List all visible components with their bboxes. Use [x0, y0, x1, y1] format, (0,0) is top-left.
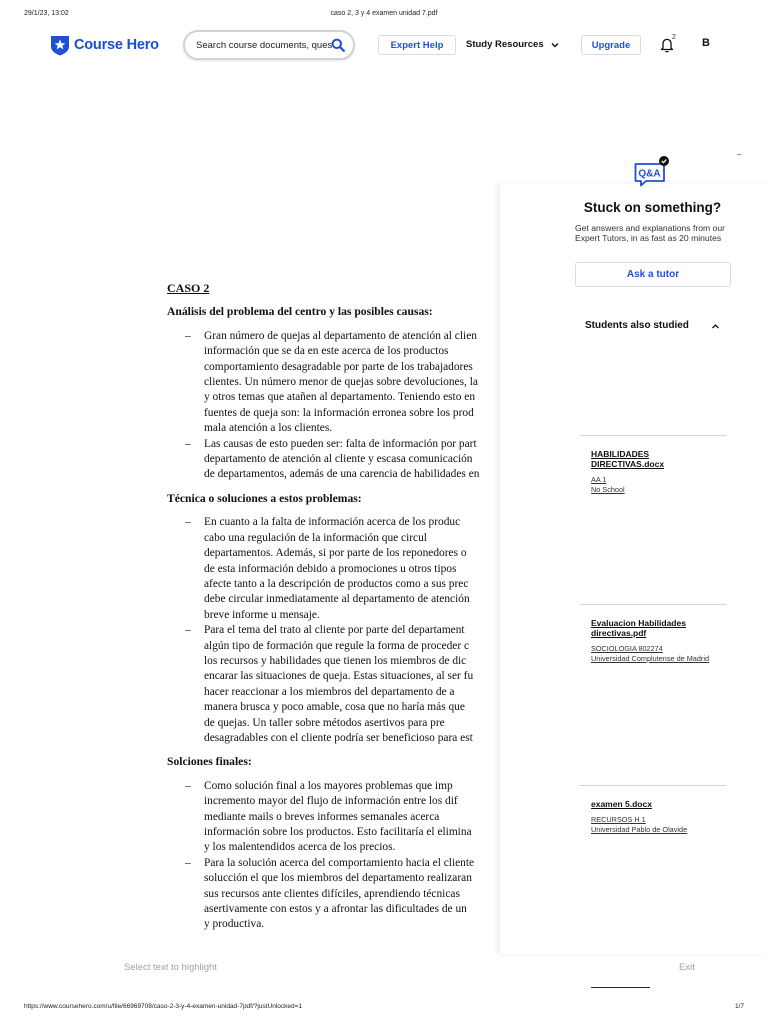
top-navigation-bar: [0, 28, 768, 64]
text-line: y otros temas que atañen al departamento. Teniendo esto en: [204, 391, 476, 404]
text-line: afecte tanto a la descripción de productos como a sus prec: [204, 577, 469, 590]
text-line: de quejas. Un taller sobre métodos asertivos para pre: [204, 716, 445, 729]
qa-label: Q&A: [638, 168, 661, 180]
text-line: solucción el que los miembros del departamento realizaran: [204, 872, 472, 885]
related-doc-school[interactable]: Universidad Pablo de Olavide: [591, 824, 688, 834]
text-line: encarar las situaciones de queja. Estas situaciones, al ser fu: [204, 670, 474, 683]
related-doc-title[interactable]: examen 5.docx: [591, 799, 652, 809]
related-doc-course[interactable]: AA 1: [591, 475, 607, 484]
text-line: – Las causas de esto pueden ser: falta de información por part: [204, 437, 477, 450]
related-doc-course[interactable]: SOCIOLOGIA 802274: [591, 644, 663, 653]
related-doc-school[interactable]: Universidad Complutense de Madrid: [591, 653, 710, 663]
study-side-panel: [500, 184, 768, 954]
related-doc-card[interactable]: [579, 435, 726, 494]
study-resources-label: Study Resources: [466, 39, 544, 50]
text-line: de departamentos, además de una carencia de habilidades en: [204, 468, 480, 481]
list-item: [185, 515, 500, 623]
related-doc-title[interactable]: Evaluacion Habilidades directivas.pdf: [591, 618, 686, 638]
expert-help-button[interactable]: Expert Help: [378, 35, 456, 55]
upgrade-button[interactable]: Upgrade: [581, 35, 641, 55]
search-box[interactable]: [183, 30, 355, 60]
text-line: departamentos. Además, si por parte de los reponedores o: [204, 547, 467, 560]
select-text-hint: Select text to highlight: [124, 962, 217, 973]
text-line: comportamiento desagradable por parte de los trabajadores: [204, 360, 473, 373]
related-doc-card[interactable]: [579, 604, 726, 663]
text-line: y los malentendidos acerca de los precios.: [204, 841, 396, 854]
case-title: CASO 2: [167, 281, 210, 295]
shield-star-icon: [50, 34, 70, 56]
related-doc-card[interactable]: [579, 785, 726, 834]
divider: [591, 987, 650, 988]
list-item: [185, 437, 500, 483]
list-item: [185, 779, 500, 856]
text-line: algún tipo de formación que regule la forma de proceder c: [204, 639, 470, 652]
related-doc-course[interactable]: RECURSOS H 1: [591, 815, 646, 824]
text-line: los recursos y habilidades que tienen los miembros de dic: [204, 654, 467, 667]
text-line: manera brusca y poco amable, cosa que no haría más que: [204, 701, 465, 714]
logo-text: Course Hero: [74, 37, 159, 53]
text-line: debe circular inmediatamente al departamento de atención: [204, 593, 470, 606]
print-url: https://www.coursehero.com/u/file/66969708/caso-2-3-y-4-examen-unidad-7pdf/?justUnlocked=1: [24, 1003, 303, 1010]
list-item: [185, 856, 500, 933]
related-doc-school[interactable]: No School: [591, 484, 625, 494]
stuck-title: Stuck on something?: [583, 200, 722, 215]
exit-button[interactable]: Exit: [679, 962, 695, 973]
print-date: 29/1/23, 13:02: [24, 10, 69, 17]
print-doc-title: caso 2, 3 y 4 examen unidad 7.pdf: [330, 10, 438, 17]
text-line: de esta información debido a promociones u otros tipos: [204, 562, 457, 575]
study-resources-menu[interactable]: [466, 39, 559, 50]
text-line: cabo una regulación de la información que circul: [204, 531, 427, 544]
text-line: – Para la solución acerca del comportamiento hacia el cliente: [204, 856, 475, 869]
search-input[interactable]: [196, 38, 332, 52]
list-item: [185, 329, 500, 437]
minimize-panel-button[interactable]: –: [737, 150, 742, 159]
print-page-number: 1/7: [734, 1003, 744, 1010]
text-line: mediante mails o breves informes semanales acerca: [204, 810, 440, 823]
text-line: – Para el tema del trato al cliente por parte del departament: [204, 624, 465, 637]
chevron-down-icon: [551, 41, 559, 49]
text-line: clientes. Un número menor de quejas sobre devoluciones, la: [204, 376, 478, 389]
text-line: – Gran número de quejas al departamento de atención al clien: [204, 329, 477, 342]
final-solutions-list: [185, 779, 500, 933]
analysis-list: [185, 329, 500, 483]
related-doc-title[interactable]: HABILIDADES DIRECTIVAS.docx: [591, 449, 665, 469]
ask-a-tutor-button[interactable]: Ask a tutor: [575, 262, 731, 287]
search-icon[interactable]: [331, 38, 345, 52]
text-line: mala atención a los clientes.: [204, 422, 333, 435]
notification-count: 2: [672, 34, 676, 41]
stuck-description: Get answers and explanations from our Expert Tutors, in as fast as 20 minutes: [575, 223, 725, 243]
chevron-up-icon[interactable]: [711, 322, 720, 331]
text-line: incremento mayor del flujo de información entre los dif: [204, 795, 458, 808]
text-line: desagradables con el cliente podría ser beneficioso para est: [204, 731, 473, 744]
text-line: – Como solución final a los mayores problemas que imp: [204, 779, 453, 792]
course-hero-logo[interactable]: [50, 34, 159, 56]
section-heading-analysis: Análisis del problema del centro y las posibles causas:: [167, 305, 433, 319]
text-line: fuentes de queja son: la información erronea sobre los prod: [204, 406, 474, 419]
section-heading-solutions: Técnica o soluciones a estos problemas:: [167, 491, 362, 505]
students-also-studied-heading[interactable]: Students also studied: [585, 320, 689, 331]
avatar[interactable]: B: [702, 37, 710, 49]
text-line: información sobre los productos. Esto facilitaría el elimina: [204, 826, 472, 838]
list-item: [185, 623, 500, 746]
text-line: y productiva.: [204, 918, 265, 931]
text-line: departamento de atención al cliente y escasa comunicación: [204, 453, 473, 466]
solutions-list: [185, 515, 500, 746]
text-line: hacer reaccionar a los miembros del departamento de a: [204, 685, 455, 698]
text-line: breve informe u mensaje.: [204, 608, 320, 621]
print-header: [0, 10, 768, 22]
text-line: información que se da en este acerca de los productos: [204, 345, 449, 358]
text-line: asertivamente con estos y a afrontar las dificultades de un: [204, 903, 467, 916]
document-page: [167, 281, 500, 951]
qa-chat-icon: [633, 155, 669, 187]
text-line: sus recursos ante clientes difíciles, aprendiendo técnicas: [204, 887, 460, 900]
section-heading-final: Solciones finales:: [167, 755, 252, 769]
text-line: – En cuanto a la falta de información acerca de los produc: [204, 516, 461, 529]
